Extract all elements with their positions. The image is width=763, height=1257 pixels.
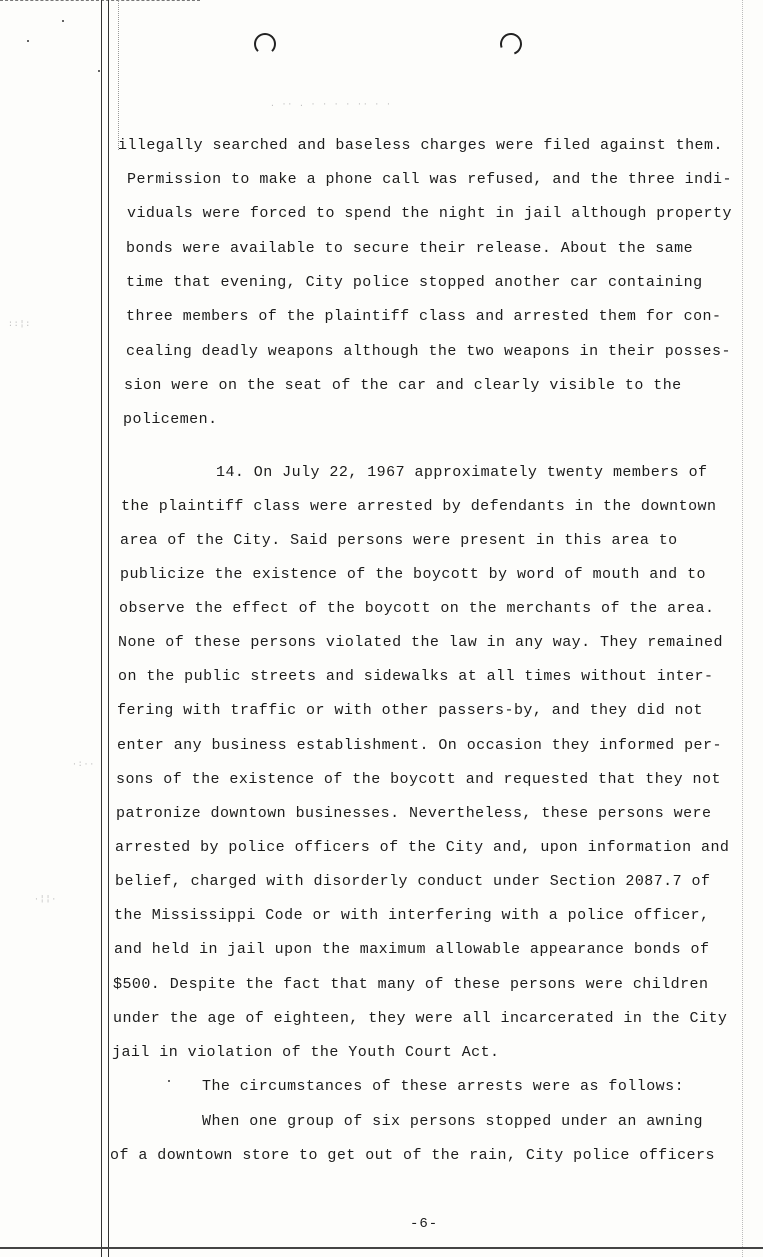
binder-hole-left-icon [254,33,276,55]
text-line: jail in violation of the Youth Court Act. [112,1044,500,1061]
margin-rule-faint [118,0,119,150]
scan-smudge: ·¦¦· [34,895,58,904]
text-line: policemen. [123,411,218,428]
text-line: area of the City. Said persons were present in this area to [120,532,678,549]
text-line: When one group of six persons stopped under an awning [202,1113,703,1130]
text-line: publicize the existence of the boycott by word of mouth and to [120,566,706,583]
text-line: the plaintiff class were arrested by defendants in the downtown [121,498,717,515]
scan-speck [168,1080,170,1082]
text-line: viduals were forced to spend the night in jail although property [127,205,732,222]
margin-rule-inner [108,0,109,1257]
text-line: cealing deadly weapons although the two weapons in their posses- [126,343,731,360]
paragraph-14-first-line: 14. On July 22, 1967 approximately twenty members of [216,464,708,481]
text-line: None of these persons violated the law in any way. They remained [118,634,723,651]
text-line: sion were on the seat of the car and clearly visible to the [124,377,682,394]
bottom-edge-rule [0,1247,763,1249]
scan-smudge: ::¦: [8,320,32,329]
text-line: illegally searched and baseless charges were filed against them. [118,137,723,154]
text-line: Permission to make a phone call was refused, and the three indi- [127,171,732,188]
scan-speck [62,20,64,22]
text-line: the Mississippi Code or with interfering with a police officer, [114,907,710,924]
binder-hole-right-icon [496,29,525,58]
text-line: patronize downtown businesses. Nevertheless, these persons were [116,805,712,822]
text-line: fering with traffic or with other passers-by, and they did not [117,702,703,719]
page-number: -6- [410,1216,439,1232]
text-line: arrested by police officers of the City and, upon information and [115,839,730,856]
scan-speck [27,40,29,42]
text-line: $500. Despite the fact that many of these persons were children [113,976,709,993]
text-line: under the age of eighteen, they were all incarcerated in the City [113,1010,728,1027]
text-line: sons of the existence of the boycott and requested that they not [116,771,721,788]
right-edge-rule [742,0,743,1257]
margin-rule-outer [101,0,102,1257]
text-line: observe the effect of the boycott on the merchants of the area. [119,600,715,617]
text-line: of a downtown store to get out of the rain, City police officers [110,1147,715,1164]
scan-speck [98,70,100,72]
text-line: three members of the plaintiff class and arrested them for con- [126,308,722,325]
top-edge-dashes [0,0,200,1]
text-line: and held in jail upon the maximum allowable appearance bonds of [114,941,710,958]
circumstances-intro-line: The circumstances of these arrests were as follows: [202,1078,685,1095]
text-line: belief, charged with disorderly conduct under Section 2087.7 of [115,873,711,890]
text-line: bonds were available to secure their release. About the same [126,240,694,257]
text-line: on the public streets and sidewalks at all times without inter- [118,668,714,685]
text-line: time that evening, City police stopped another car containing [126,274,703,291]
scan-smudge: . ·· . · · · · ·· · · [270,100,392,109]
scan-smudge: ·:·· [72,760,96,769]
text-line: enter any business establishment. On occasion they informed per- [117,737,722,754]
